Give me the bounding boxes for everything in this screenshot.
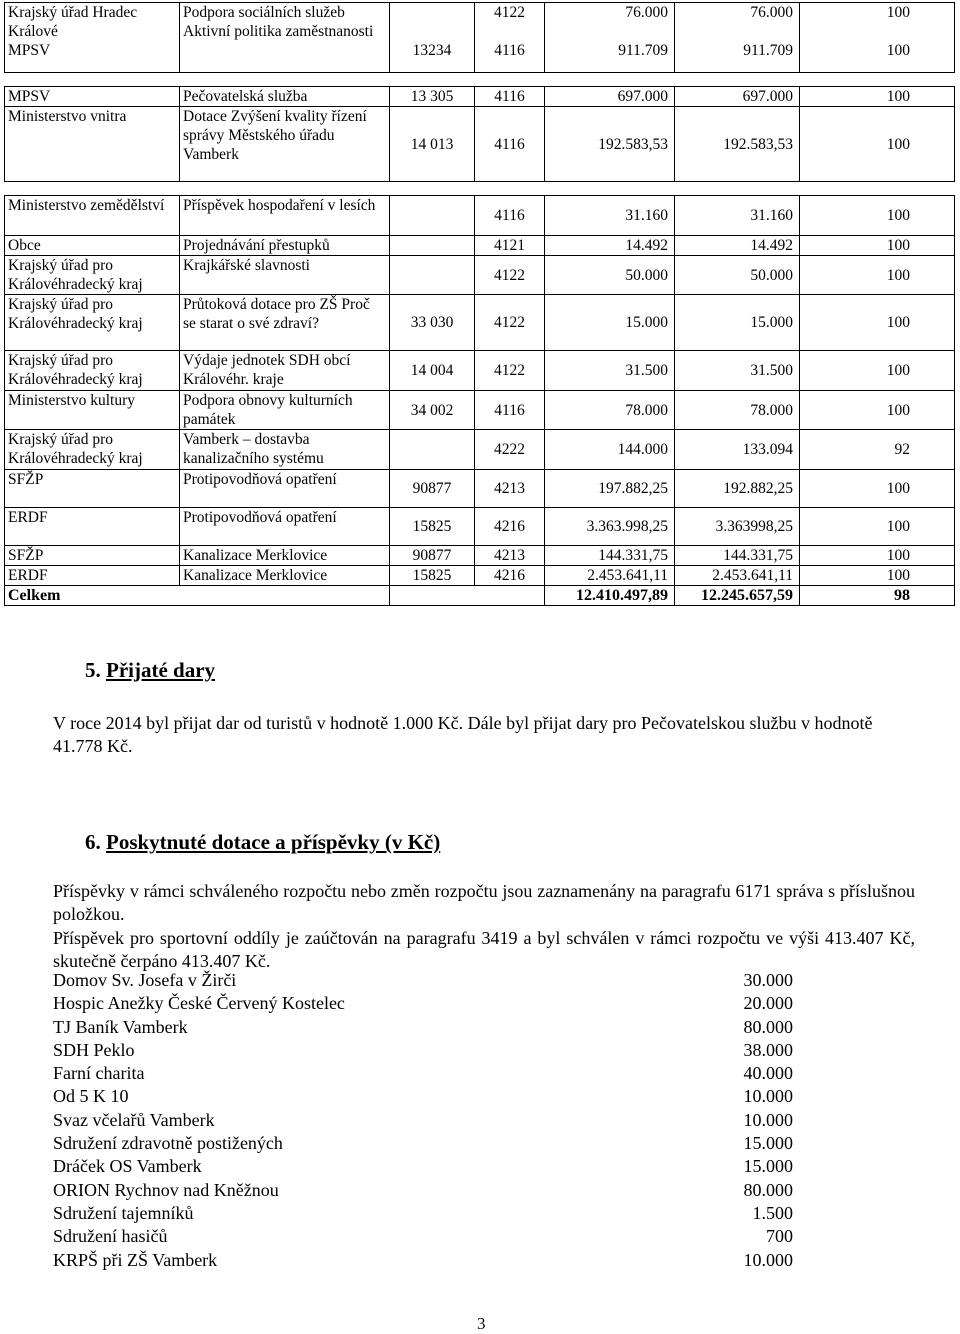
cell-rozpocet: 14.492 — [545, 236, 675, 256]
section-5-title: Přijaté dary — [106, 658, 216, 682]
donation-amount: 80.000 — [743, 1016, 793, 1037]
table-spacer — [5, 73, 955, 87]
cell-source: Ministerstvo zemědělství — [5, 196, 180, 236]
cell-ucel — [390, 430, 475, 470]
total-empty — [390, 586, 545, 606]
table-row — [5, 566, 955, 586]
section-6-text-2: Příspěvek pro sportovní oddíly je zaúčtován na paragrafu 3419 a byl schválen v rámci rozpočtu ve výši 413.407 Kč, skutečně čerpáno 413.407 Kč. — [53, 928, 915, 971]
donation-name: TJ Baník Vamberk — [53, 1016, 188, 1037]
cell-paragraf: 4213 — [475, 470, 545, 508]
donation-amount: 700 — [766, 1226, 793, 1247]
table-row — [5, 3, 955, 73]
spacer-cell — [5, 182, 955, 196]
spacer-cell — [5, 73, 955, 87]
donation-name: Hospic Anežky České Červený Kostelec — [53, 993, 345, 1014]
cell-pct: 100 — [800, 546, 955, 566]
section-6-heading — [85, 830, 440, 855]
grants-table — [4, 2, 955, 606]
cell-purpose: Příspěvek hospodaření v lesích — [180, 196, 390, 236]
donation-name: KRPŠ při ZŠ Vamberk — [53, 1249, 218, 1270]
list-item — [53, 1132, 793, 1155]
cell-ucel: 15825 — [390, 508, 475, 546]
section-5-number: 5. — [85, 658, 101, 682]
cell-pct: 92 — [800, 430, 955, 470]
donation-amount: 20.000 — [743, 993, 793, 1014]
cell-purpose: Protipovodňová opatření — [180, 508, 390, 546]
cell-paragraf: 4122 — [475, 256, 545, 295]
cell-ucel — [390, 236, 475, 256]
cell-ucel: 34 002 — [390, 391, 475, 430]
donation-name: Sdružení zdravotně postižených — [53, 1133, 283, 1154]
donation-amount: 15.000 — [743, 1133, 793, 1154]
donation-amount: 30.000 — [743, 970, 793, 990]
donation-amount: 38.000 — [743, 1039, 793, 1060]
cell-ucel: 14 004 — [390, 351, 475, 391]
table-row — [5, 351, 955, 391]
donation-name: Dráček OS Vamberk — [53, 1156, 202, 1177]
cell-purpose: Výdaje jednotek SDH obcí Královéhr. kraje — [180, 351, 390, 391]
cell-source: Ministerstvo vnitra — [5, 107, 180, 182]
list-item — [53, 1225, 793, 1248]
list-item — [53, 1179, 793, 1202]
donation-name: Domov Sv. Josefa v Žirči — [53, 970, 237, 990]
cell-source: Krajský úřad pro Královéhradecký kraj — [5, 295, 180, 351]
cell-source: MPSV — [5, 87, 180, 107]
cell-cerpano: 144.331,75 — [675, 546, 800, 566]
table-row — [5, 391, 955, 430]
cell-pct: 100 — [800, 87, 955, 107]
cell-rozpocet: 78.000 — [545, 391, 675, 430]
donation-amount: 15.000 — [743, 1156, 793, 1177]
donation-amount: 80.000 — [743, 1179, 793, 1200]
section-6-text-1: Příspěvky v rámci schváleného rozpočtu nebo změn rozpočtu jsou zaznamenány na paragrafu 6171 správa s příslušnou položkou. — [53, 881, 915, 924]
cell-ucel: 13234 — [390, 3, 475, 73]
list-item — [53, 1202, 793, 1225]
list-item — [53, 1249, 793, 1272]
table-row — [5, 295, 955, 351]
cell-pct: 100 — [800, 295, 955, 351]
cell-cerpano: 3.363998,25 — [675, 508, 800, 546]
total-label: Celkem — [5, 586, 390, 606]
list-item — [53, 1155, 793, 1178]
cell-source: Obce — [5, 236, 180, 256]
cell-paragraf: 4122 — [475, 295, 545, 351]
cell-rozpocet: 144.000 — [545, 430, 675, 470]
table-row — [5, 87, 955, 107]
table-row — [5, 546, 955, 566]
section-5-text: V roce 2014 byl přijat dar od turistů v hodnotě 1.000 Kč. Dále byl přijat dary pro Pečovatelskou službu v hodnotě 41.778 Kč. — [53, 713, 873, 756]
cell-rozpocet: 31.160 — [545, 196, 675, 236]
cell-purpose: Protipovodňová opatření — [180, 470, 390, 508]
cell-cerpano: 15.000 — [675, 295, 800, 351]
cell-cerpano: 133.094 — [675, 430, 800, 470]
cell-source: SFŽP — [5, 470, 180, 508]
cell-pct: 100 — [800, 470, 955, 508]
cell-ucel — [390, 256, 475, 295]
cell-purpose: Podpora sociálních služeb Aktivní politika zaměstnanosti — [180, 3, 390, 73]
section-5-heading — [85, 658, 215, 683]
section-6-title: Poskytnuté dotace a příspěvky (v Kč) — [106, 830, 441, 854]
cell-cerpano: 50.000 — [675, 256, 800, 295]
total-row — [5, 586, 955, 606]
cell-rozpocet: 197.882,25 — [545, 470, 675, 508]
cell-paragraf: 4116 — [475, 87, 545, 107]
list-item — [53, 992, 793, 1015]
donation-list — [53, 969, 793, 1272]
donation-amount: 10.000 — [743, 1249, 793, 1270]
cell-purpose: Průtoková dotace pro ZŠ Proč se starat o své zdraví? — [180, 295, 390, 351]
table-row — [5, 430, 955, 470]
cell-rozpocet: 3.363.998,25 — [545, 508, 675, 546]
donation-name: ORION Rychnov nad Kněžnou — [53, 1179, 279, 1200]
cell-paragraf: 4122 4116 — [475, 3, 545, 73]
cell-cerpano: 192.882,25 — [675, 470, 800, 508]
cell-ucel — [390, 196, 475, 236]
cell-ucel: 13 305 — [390, 87, 475, 107]
donation-name: Sdružení hasičů — [53, 1226, 168, 1247]
cell-source: Krajský úřad pro Královéhradecký kraj — [5, 256, 180, 295]
cell-cerpano: 31.160 — [675, 196, 800, 236]
grants-table-body — [5, 3, 955, 606]
cell-pct: 100 — [800, 107, 955, 182]
cell-pct: 100 — [800, 351, 955, 391]
cell-cerpano: 76.000 911.709 — [675, 3, 800, 73]
table-row — [5, 236, 955, 256]
cell-rozpocet: 76.000 911.709 — [545, 3, 675, 73]
cell-rozpocet: 15.000 — [545, 295, 675, 351]
section-6-number: 6. — [85, 830, 101, 854]
cell-source: SFŽP — [5, 546, 180, 566]
total-rozpocet: 12.410.497,89 — [545, 586, 675, 606]
cell-cerpano: 697.000 — [675, 87, 800, 107]
cell-cerpano: 192.583,53 — [675, 107, 800, 182]
cell-rozpocet: 144.331,75 — [545, 546, 675, 566]
cell-purpose: Vamberk – dostavba kanalizačního systému — [180, 430, 390, 470]
donation-name: SDH Peklo — [53, 1039, 135, 1060]
cell-rozpocet: 31.500 — [545, 351, 675, 391]
table-row — [5, 470, 955, 508]
list-item — [53, 1016, 793, 1039]
cell-source: ERDF — [5, 508, 180, 546]
donation-name: Farní charita — [53, 1063, 145, 1084]
cell-rozpocet: 50.000 — [545, 256, 675, 295]
page-number: 3 — [477, 1314, 486, 1333]
list-item — [53, 1085, 793, 1108]
cell-purpose: Pečovatelská služba — [180, 87, 390, 107]
cell-source: Krajský úřad pro Královéhradecký kraj — [5, 351, 180, 391]
cell-rozpocet: 2.453.641,11 — [545, 566, 675, 586]
cell-source: Ministerstvo kultury — [5, 391, 180, 430]
cell-paragraf: 4216 — [475, 566, 545, 586]
cell-paragraf: 4122 — [475, 351, 545, 391]
cell-pct: 100 — [800, 391, 955, 430]
table-row — [5, 196, 955, 236]
donation-amount: 1.500 — [752, 1202, 793, 1223]
list-item — [53, 1109, 793, 1132]
cell-cerpano: 2.453.641,11 — [675, 566, 800, 586]
cell-rozpocet: 697.000 — [545, 87, 675, 107]
donation-name: Svaz včelařů Vamberk — [53, 1109, 215, 1130]
cell-pct: 100 — [800, 566, 955, 586]
cell-pct: 100 100 — [800, 3, 955, 73]
total-pct: 98 — [800, 586, 955, 606]
cell-ucel: 90877 — [390, 470, 475, 508]
table-row — [5, 508, 955, 546]
donation-amount: 10.000 — [743, 1086, 793, 1107]
cell-pct: 100 — [800, 196, 955, 236]
cell-paragraf: 4222 — [475, 430, 545, 470]
cell-paragraf: 4216 — [475, 508, 545, 546]
cell-purpose: Podpora obnovy kulturních památek — [180, 391, 390, 430]
list-item — [53, 969, 793, 992]
cell-pct: 100 — [800, 508, 955, 546]
cell-purpose: Projednávání přestupků — [180, 236, 390, 256]
list-item — [53, 1039, 793, 1062]
cell-cerpano: 14.492 — [675, 236, 800, 256]
cell-paragraf: 4116 — [475, 391, 545, 430]
cell-ucel: 15825 — [390, 566, 475, 586]
cell-source: Krajský úřad pro Královéhradecký kraj — [5, 430, 180, 470]
cell-purpose: Dotace Zvýšení kvality řízení správy Městského úřadu Vamberk — [180, 107, 390, 182]
cell-source: Krajský úřad Hradec Králové MPSV — [5, 3, 180, 73]
cell-ucel: 14 013 — [390, 107, 475, 182]
cell-purpose: Kanalizace Merklovice — [180, 546, 390, 566]
cell-rozpocet: 192.583,53 — [545, 107, 675, 182]
cell-paragraf: 4213 — [475, 546, 545, 566]
cell-cerpano: 31.500 — [675, 351, 800, 391]
donation-name: Sdružení tajemníků — [53, 1202, 194, 1223]
cell-source: ERDF — [5, 566, 180, 586]
table-row — [5, 256, 955, 295]
table-spacer — [5, 182, 955, 196]
donation-amount: 40.000 — [743, 1063, 793, 1084]
cell-paragraf: 4116 — [475, 107, 545, 182]
cell-ucel: 33 030 — [390, 295, 475, 351]
cell-pct: 100 — [800, 236, 955, 256]
cell-pct: 100 — [800, 256, 955, 295]
cell-cerpano: 78.000 — [675, 391, 800, 430]
table-row — [5, 107, 955, 182]
cell-purpose: Krajkářské slavnosti — [180, 256, 390, 295]
cell-paragraf: 4116 — [475, 196, 545, 236]
list-item — [53, 1062, 793, 1085]
total-cerpano: 12.245.657,59 — [675, 586, 800, 606]
cell-purpose: Kanalizace Merklovice — [180, 566, 390, 586]
cell-ucel: 90877 — [390, 546, 475, 566]
cell-paragraf: 4121 — [475, 236, 545, 256]
donation-name: Od 5 K 10 — [53, 1086, 129, 1107]
donation-amount: 10.000 — [743, 1109, 793, 1130]
